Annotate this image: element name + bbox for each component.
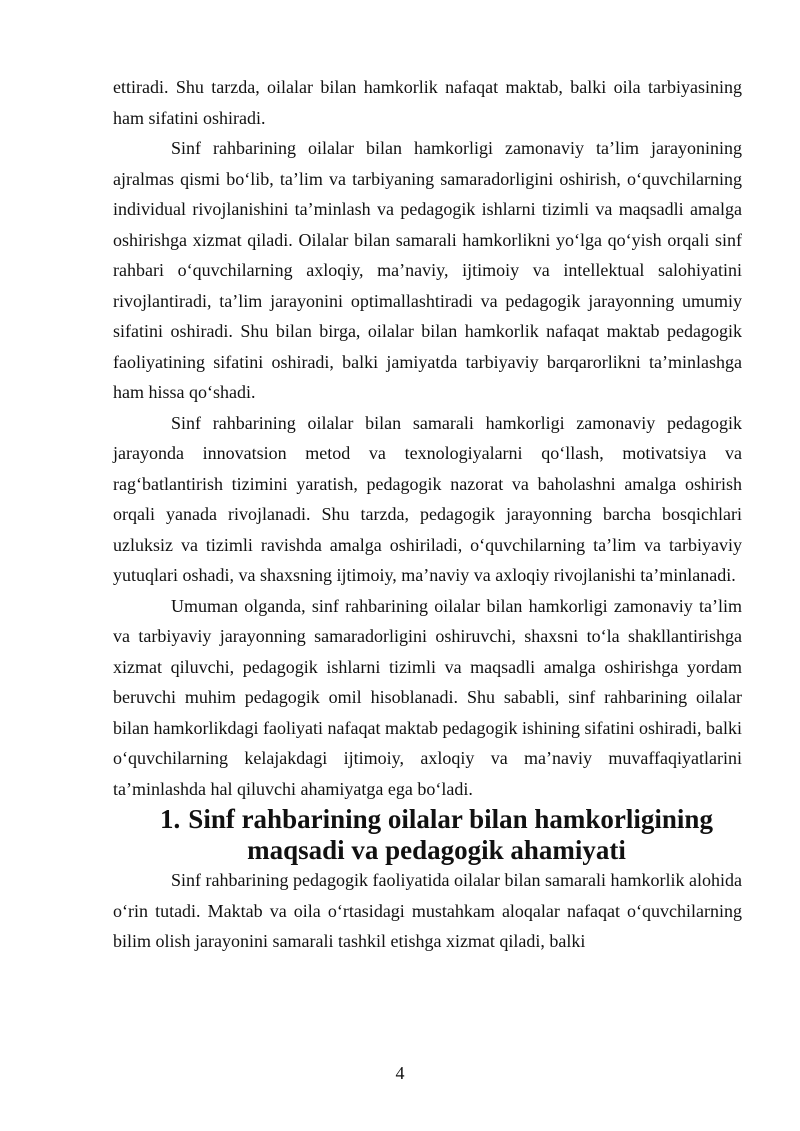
paragraph: Sinf rahbarining oilalar bilan hamkorligi zamonaviy ta’lim jarayonining ajralmas qismi bo‘lib, ta’lim va tarbiyaning samaradorligini oshirish, o‘quvchilarning individual rivojlanishini ta’minlash va pedagogik ishlarni tizimli va maqsadli amalga oshirishga xizmat qiladi. Oilalar bilan samarali hamkorlikni yo‘lga qo‘yish orqali sinf rahbari o‘quvchilarning axloqiy, ma’naviy, ijtimoiy va intellektual salohiyatini rivojlantiradi, ta’lim jarayonini optimallashtiradi va pedagogik jarayonning umumiy sifatini oshiradi. Shu bilan birga, oilalar bilan hamkorlik nafaqat maktab pedagogik faoliyatining sifatini oshiradi, balki jamiyatda tarbiyaviy barqarorlikni ta’minlashga ham hissa qo‘shadi. xyxy=(113,138,742,402)
section-heading xyxy=(113,804,742,865)
paragraph-continuation: ettiradi. Shu tarzda, oilalar bilan hamkorlik nafaqat maktab, balki oila tarbiyasining ham sifatini oshiradi. xyxy=(113,77,742,128)
paragraph: Sinf rahbarining oilalar bilan samarali hamkorligi zamonaviy pedagogik jarayonda innovatsion metod va texnologiyalarni qo‘llash, motivatsiya va rag‘batlantirish tizimini yaratish, pedagogik nazorat va baholashni amalga oshirish orqali yanada rivojlanadi. Shu tarzda, pedagogik jarayonning barcha bosqichlari uzluksiz va tizimli ravishda amalga oshiriladi, o‘quvchilarning ta’lim va tarbiyaviy yutuqlari oshadi, va shaxsning ijtimoiy, ma’naviy va axloqiy rivojlanishi ta’minlanadi. xyxy=(113,412,742,585)
document-page xyxy=(113,72,742,957)
section-title: Sinf rahbarining oilalar bilan hamkorligining maqsadi va pedagogik ahamiyati xyxy=(188,804,713,865)
page-number: 4 xyxy=(395,1063,405,1083)
section-number: 1. xyxy=(160,804,181,834)
paragraph: Sinf rahbarining pedagogik faoliyatida oilalar bilan samarali hamkorlik alohida o‘rin tutadi. Maktab va oila o‘rtasidagi mustahkam aloqalar nafaqat o‘quvchilarning bilim olish jarayonini samarali tashkil etishga xizmat qiladi, balki xyxy=(113,870,742,951)
paragraph: Umuman olganda, sinf rahbarining oilalar bilan hamkorligi zamonaviy ta’lim va tarbiyaviy jarayonning samaradorligini oshiruvchi, shaxsni to‘la shakllantirishga xizmat qiluvchi, pedagogik ishlarni tizimli va maqsadli amalga oshirishga yordam beruvchi muhim pedagogik omil hisoblanadi. Shu sababli, sinf rahbarining oilalar bilan hamkorlikdagi faoliyati nafaqat maktab pedagogik ishining sifatini oshiradi, balki o‘quvchilarning kelajakdagi ijtimoiy, axloqiy va ma’naviy muvaffaqiyatlarini ta’minlashda hal qiluvchi ahamiyatga ega bo‘ladi. xyxy=(113,595,742,799)
